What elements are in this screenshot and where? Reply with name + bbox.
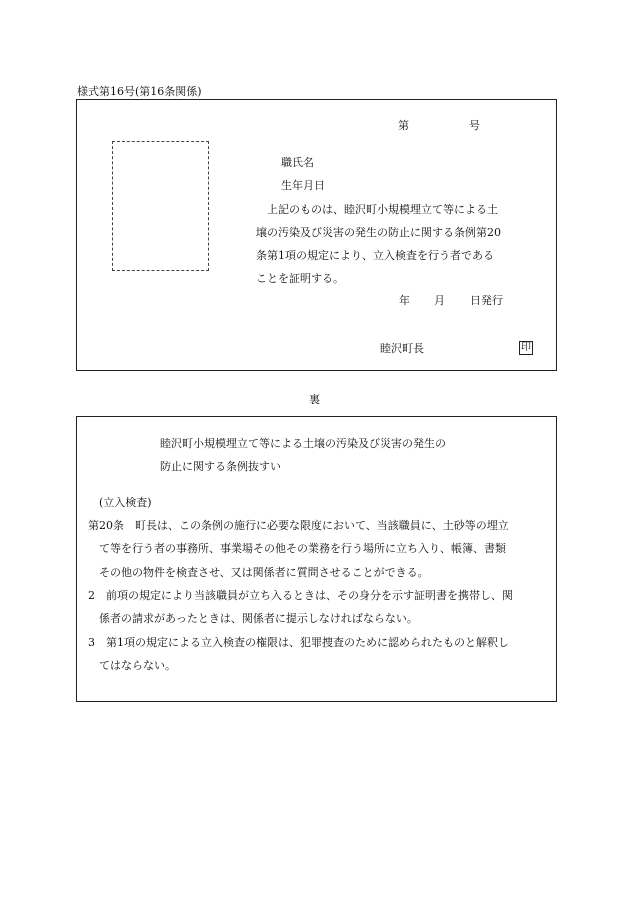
certificate-body-line: 条第1項の規定により、立入検査を行う者である — [256, 249, 494, 262]
birth-date-label: 生年月日 — [281, 179, 325, 192]
issue-date-day: 日発行 — [470, 294, 503, 307]
article-line: て等を行う者の事務所、事業場その他その業務を行う場所に立ち入り、帳簿、書類 — [99, 542, 506, 555]
form-title: 様式第16号(第16条関係) — [77, 85, 202, 98]
article-line: その他の物件を検査させ、又は関係者に質問させることができる。 — [99, 566, 429, 579]
certificate-body-line: ことを証明する。 — [256, 272, 344, 285]
back-side-label: 裏 — [309, 393, 320, 406]
article-line: 2 前項の規定により当該職員が立ち入るときは、その身分を示す証明書を携帯し、関 — [88, 589, 513, 602]
seal-mark: 印 — [521, 342, 531, 353]
certificate-body-line: 壌の汚染及び災害の発生の防止に関する条例第20 — [256, 226, 501, 239]
article-line: てはならない。 — [99, 659, 176, 672]
issuer-name: 睦沢町長 — [380, 342, 424, 355]
name-label: 職氏名 — [281, 156, 314, 169]
excerpt-title-line: 防止に関する条例抜すい — [160, 460, 281, 473]
article-line: 第20条 町長は、この条例の施行に必要な限度において、当該職員に、土砂等の埋立 — [88, 519, 509, 532]
excerpt-title-line: 睦沢町小規模埋立て等による土壌の汚染及び災害の発生の — [160, 437, 446, 450]
photo-area — [112, 141, 209, 271]
certificate-number-prefix: 第 — [398, 119, 409, 132]
article-line: 係者の請求があったときは、関係者に提示しなければならない。 — [99, 612, 418, 625]
article-line: 3 第1項の規定による立入検査の権限は、犯罪捜査のために認められたものと解釈し — [88, 636, 509, 649]
issue-date-year: 年 — [399, 294, 410, 307]
certificate-number-suffix: 号 — [469, 119, 480, 132]
section-heading: (立入検査) — [99, 496, 152, 509]
certificate-body-line: 上記のものは、睦沢町小規模埋立て等による土 — [267, 203, 498, 216]
issue-date-month: 月 — [434, 294, 445, 307]
